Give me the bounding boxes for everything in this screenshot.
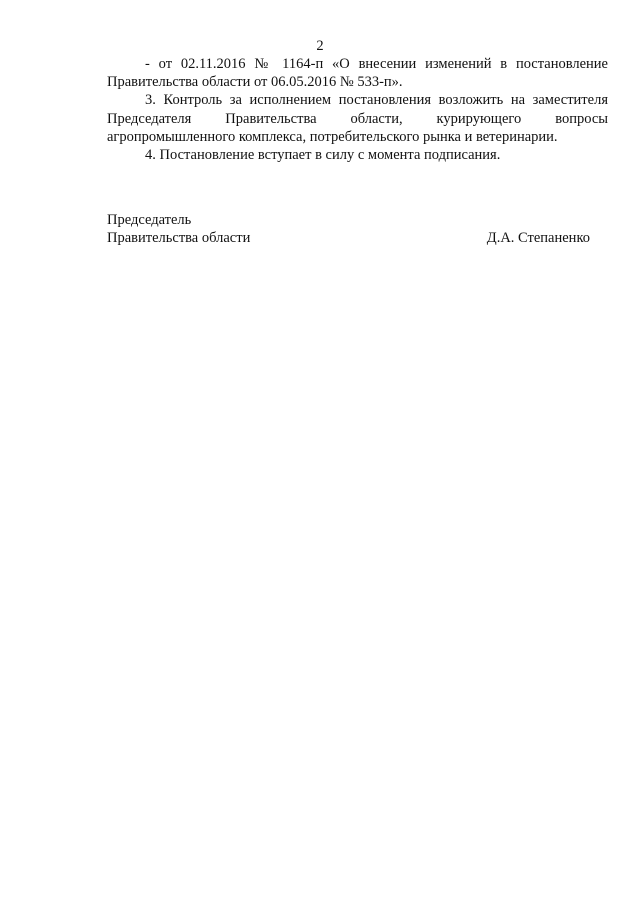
signatory-position-line2: Правительства области bbox=[107, 230, 251, 247]
paragraph-line: Правительства области от 06.05.2016 № 533-п». bbox=[107, 74, 403, 91]
paragraph-line: 3. Контроль за исполнением постановления возложить на заместителя bbox=[145, 92, 608, 109]
signature-block bbox=[107, 211, 590, 247]
paragraph-line: агропромышленного комплекса, потребительского рынка и ветеринарии. bbox=[107, 128, 558, 145]
document-body bbox=[107, 55, 608, 164]
page-number: 2 bbox=[316, 38, 324, 54]
paragraph-control-clause bbox=[107, 91, 608, 146]
paragraph-line: - от 02.11.2016 № 1164-п «О внесении изменений в постановление bbox=[145, 56, 608, 72]
paragraph-line: Председателя Правительства области, курирующего вопросы bbox=[107, 110, 608, 127]
signatory-name: Д.А. Степаненко bbox=[486, 230, 590, 247]
paragraph-line: 4. Постановление вступает в силу с момента подписания. bbox=[145, 147, 501, 164]
paragraph-amendment-reference bbox=[107, 55, 608, 91]
signature-row-name bbox=[107, 229, 590, 247]
signature-row-position bbox=[107, 211, 590, 229]
paragraph-effective-clause bbox=[107, 146, 608, 164]
signatory-position-line1: Председатель bbox=[107, 212, 192, 228]
